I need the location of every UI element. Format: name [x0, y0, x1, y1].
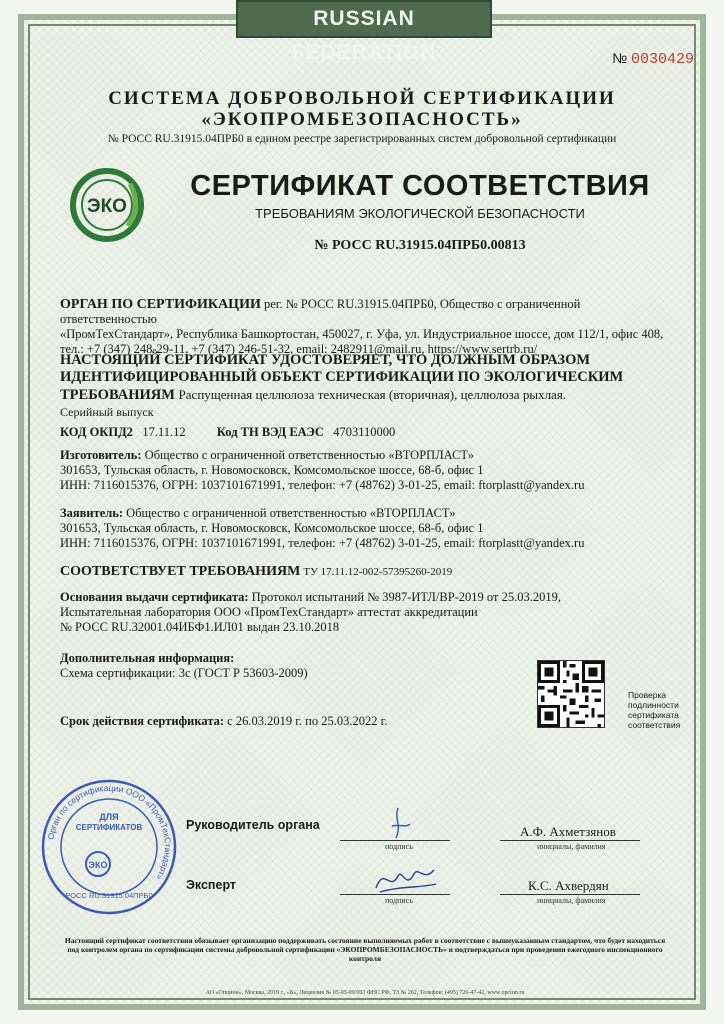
- basis-label: Основания выдачи сертификата:: [60, 590, 249, 604]
- applicant-label: Заявитель:: [60, 506, 124, 520]
- serial-prefix: №: [612, 50, 628, 66]
- expert-name-caption: инициалы, фамилия: [537, 896, 606, 905]
- applicant-details: ИНН: 7116015376, ОГРН: 1037101671991, телефон: +7 (48762) 3-01-25, email: ftorplastt@yandex.ru: [60, 536, 585, 550]
- expert-name: К.С. Ахвердян: [528, 878, 609, 893]
- certificate-title: СЕРТИФИКАТ СООТВЕТСТВИЯ: [190, 170, 650, 202]
- declaration-label: ТРЕБОВАНИЯМ: [60, 387, 175, 403]
- conformity-label: СООТВЕТСТВУЕТ ТРЕБОВАНИЯМ: [60, 564, 301, 579]
- series-note: Серийный выпуск: [60, 405, 154, 419]
- footer-line1: Настоящий сертификат соответствия обязывает организацию поддерживать состояние выполняемых работ в соответствие с вышеуказанным стандартом, что будет находиться: [64, 936, 666, 945]
- applicant-address: 301653, Тульская область, г. Новомосковск, Комсомольское шоссе, 68-б, офис 1: [60, 521, 484, 535]
- organ-line1: рег. № РОСС RU.31915.04ПРБ0, Общество с ограниченной ответственностью: [60, 297, 581, 326]
- qr-caption: [628, 690, 708, 730]
- manufacturer-address: 301653, Тульская область, г. Новомосковск, Комсомольское шоссе, 68-б, офис 1: [60, 463, 484, 477]
- organ-line2: «ПромТехСтандарт», Республика Башкортостан, 450027, г. Уфа, ул. Индустриальное шоссе, дом 112/1, офис 408,: [60, 327, 664, 341]
- head-name: А.Ф. Ахметзянов: [520, 824, 616, 839]
- qr-caption-line2: подлинности: [628, 700, 679, 710]
- additional-value: Схема сертификации: 3с (ГОСТ Р 53603-2009): [60, 666, 308, 680]
- footer-line2: под контролем органа по сертификации системы добровольной сертификации «ЭКОПРОМБЕЗОПАСНОСТЬ» и подтверждаться при проведении ежегодного инспекционного контроля: [67, 945, 663, 963]
- expert-sign-caption: подпись: [385, 896, 413, 905]
- certificate-subtitle: ТРЕБОВАНИЯМ ЭКОЛОГИЧЕСКОЙ БЕЗОПАСНОСТИ: [255, 206, 585, 221]
- manufacturer-name: Общество с ограниченной ответственностью «ВТОРПЛАСТ»: [144, 448, 474, 462]
- head-label: Руководитель органа: [186, 818, 320, 832]
- stamp-center1: ДЛЯ: [99, 812, 119, 822]
- tnved-label: Код ТН ВЭД ЕАЭС: [216, 425, 324, 439]
- qr-code[interactable]: [537, 660, 605, 728]
- applicant-name: Общество с ограниченной ответственностью «ВТОРПЛАСТ»: [126, 506, 456, 520]
- stamp-ring-text: Орган по сертификации ООО «ПромТехСтандарт»: [45, 782, 174, 883]
- okpd-value: 17.11.12: [142, 425, 186, 439]
- eco-logo-text: ЭКО: [87, 196, 127, 217]
- manufacturer-section: [60, 448, 670, 493]
- stamp-logo: ЭКО: [88, 860, 108, 870]
- country-banner: RUSSIAN FEDERATION: [236, 0, 492, 38]
- head-name-line: [500, 840, 640, 841]
- head-signature-icon: [380, 806, 420, 840]
- qr-caption-line3: сертификата: [628, 710, 679, 720]
- head-sign-line: [340, 840, 450, 841]
- codes-section: [60, 425, 670, 440]
- declaration-line2: ИДЕНТИФИЦИРОВАННЫЙ ОБЪЕКТ СЕРТИФИКАЦИИ ПО ЭКОЛОГИЧЕСКИМ: [60, 369, 624, 385]
- declaration-section: [60, 352, 670, 421]
- qr-caption-line1: Проверка: [628, 690, 667, 700]
- basis-line1: Протокол испытаний № 3987-ИТЛ/ВР-2019 от 25.03.2019,: [251, 590, 561, 604]
- validity-value: с 26.03.2019 г. по 25.03.2022 г.: [227, 714, 388, 728]
- expert-label: Эксперт: [186, 878, 237, 892]
- tnved-value: 4703110000: [333, 425, 396, 439]
- head-sign-caption: подпись: [385, 842, 413, 851]
- eco-logo-icon: [70, 168, 144, 242]
- head-name-caption: инициалы, фамилия: [537, 842, 606, 851]
- certificate-number: № РОСС RU.31915.04ПРБ0.00813: [314, 238, 526, 253]
- expert-name-line: [500, 894, 640, 895]
- system-title-line2: «ЭКОПРОМБЕЗОПАСНОСТЬ»: [201, 109, 523, 130]
- basis-line3: № РОСС RU.32001.04ИБФ1.ИЛ01 выдан 23.10.2018: [60, 620, 340, 634]
- certification-body-section: [60, 297, 670, 357]
- official-stamp: [40, 778, 178, 916]
- additional-label: Дополнительная информация:: [60, 651, 235, 665]
- printer-imprint: АО «Опцион», Москва, 2019 г., «Б», Лицензия № 05-05-09/003 ФНС РФ, ТЗ № 262, Телефон: (495) 726-47-42, www.opcion.ru: [205, 990, 525, 996]
- footer-note: [60, 936, 670, 963]
- okpd-label: КОД ОКПД2: [60, 425, 133, 439]
- serial-number: [612, 50, 694, 68]
- basis-section: [60, 590, 670, 635]
- product-name: Распущенная целлюлоза техническая (вторичная), целлюлоза рыхлая.: [178, 387, 567, 402]
- stamp-center2: СЕРТИФИКАТОВ: [75, 823, 143, 832]
- serial-value: 0030429: [630, 51, 694, 68]
- basis-line2: Испытательная лаборатория ООО «ПромТехСтандарт» аттестат аккредитации: [60, 605, 478, 619]
- declaration-line1: НАСТОЯЩИЙ СЕРТИФИКАТ УДОСТОВЕРЯЕТ, ЧТО ДОЛЖНЫМ ОБРАЗОМ: [60, 352, 591, 368]
- manufacturer-label: Изготовитель:: [60, 448, 142, 462]
- applicant-section: [60, 506, 670, 551]
- organ-label: ОРГАН ПО СЕРТИФИКАЦИИ: [60, 297, 261, 312]
- expert-signature-icon: [370, 862, 440, 898]
- registry-note: № РОСС RU.31915.04ПРБ0 в едином реестре зарегистрированных систем добровольной сертификации: [107, 133, 617, 145]
- conformity-value: ТУ 17.11.12-002-57395260-2019: [303, 566, 453, 578]
- stamp-bottom: РОСС RU.31915.04ПРБ0: [65, 891, 153, 900]
- system-title: [0, 88, 724, 130]
- system-title-line1: СИСТЕМА ДОБРОВОЛЬНОЙ СЕРТИФИКАЦИИ: [108, 88, 616, 109]
- organ-line3: тел.: +7 (347) 248-29-11, +7 (347) 246-51-32, email: 2482911@mail.ru, https://www.sertrb.ru/: [60, 342, 538, 356]
- validity-label: Срок действия сертификата:: [60, 714, 225, 728]
- conformity-section: [60, 564, 670, 580]
- manufacturer-details: ИНН: 7116015376, ОГРН: 1037101671991, телефон: +7 (48762) 3-01-25, email: ftorplastt@yandex.ru: [60, 478, 585, 492]
- qr-caption-line4: соответствия: [628, 720, 681, 730]
